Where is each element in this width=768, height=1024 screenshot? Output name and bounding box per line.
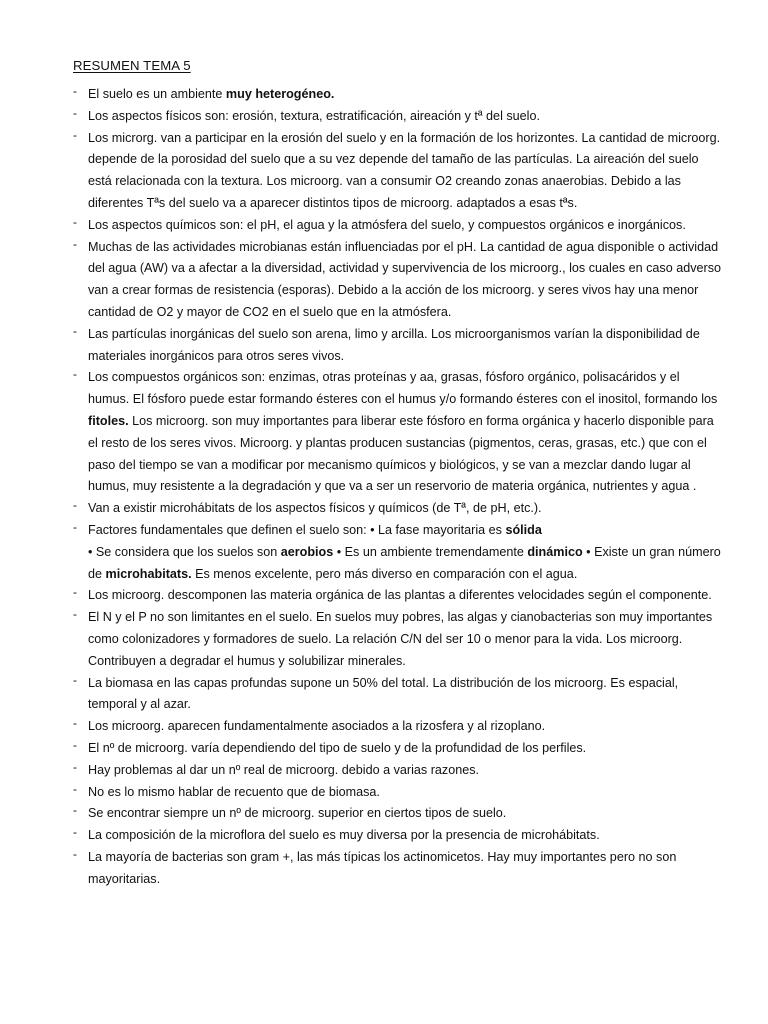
bold-text: aerobios	[280, 544, 334, 559]
dash-bullet: -	[73, 716, 77, 731]
body-text: • Es un ambiente tremendamente	[333, 544, 528, 559]
dash-bullet: -	[73, 846, 77, 861]
list-item	[73, 738, 723, 760]
bold-text: sólida	[505, 522, 542, 537]
dash-bullet: -	[73, 84, 77, 98]
body-text: El suelo es un ambiente	[88, 87, 226, 101]
dash-bullet: -	[73, 519, 77, 534]
list-item	[73, 237, 723, 324]
dash-bullet: -	[73, 759, 77, 774]
body-text: • Existe un gran número de	[88, 544, 721, 581]
list-item	[73, 106, 723, 128]
list-item	[73, 367, 723, 498]
body-text: Los aspectos físicos son: erosión, textura, estratificación, aireación y tª del suelo.	[88, 108, 540, 123]
body-text: No es lo mismo hablar de recuento que de biomasa.	[88, 784, 380, 799]
dash-bullet: -	[73, 236, 77, 251]
list-item	[73, 128, 723, 215]
dash-bullet: -	[73, 607, 77, 622]
dash-bullet: -	[73, 127, 77, 142]
body-text: Los microorg. son muy importantes para liberar este fósforo en forma orgánica y hacerlo disponible para el resto de los seres vivos. Microorg. y plantas producen sustancias (pigmentos, ceras, grasas, etc.) que con el paso del tiempo se van a modificar por mecanismo químicos y biológicos, y se van a mezclar dando lugar al humus, muy resistente a la degradación y que va a ser un reservorio de materia orgánica, nutrientes y agua .	[88, 413, 714, 494]
body-text: La mayoría de bacterias son gram +, las más típicas los actinomicetos. Hay muy importantes pero no son mayoritarias.	[88, 849, 677, 886]
list-item	[73, 782, 723, 804]
body-text: Los microrg. van a participar en la erosión del suelo y en la formación de los horizontes. La cantidad de microorg. depende de la porosidad del suelo que a su vez depende del tamaño de las partículas. La aireación del suelo está relacionada con la textura. Los microorg. van a consumir O2 creando zonas anaerobias. Debido a las diferentes Tªs del suelo va a aparecer distintos tipos de microorg. adaptados a esas tªs.	[88, 130, 721, 210]
list-item	[73, 803, 723, 825]
body-text: Las partículas inorgánicas del suelo son arena, limo y arcilla. Los microorganismos varían la disponibilidad de materiales inorgánicos para otros seres vivos.	[88, 326, 700, 363]
dash-bullet: -	[73, 323, 77, 338]
bold-text: muy heterogéneo.	[225, 87, 335, 101]
dash-bullet: -	[73, 825, 77, 840]
list-item	[73, 825, 723, 847]
body-text: Los compuestos orgánicos son: enzimas, otras proteínas y aa, grasas, fósforo orgánico, polisacáridos y el humus. El fósforo puede estar formando ésteres con el humus y/o formando ésteres con el inositol, formando los	[88, 370, 718, 407]
dash-bullet: -	[73, 803, 77, 818]
body-text: Los microorg. descomponen las materia orgánica de las plantas a diferentes velocidades según el componente.	[88, 588, 712, 603]
body-text: Es menos excelente, pero más diverso en comparación con el agua.	[191, 566, 578, 581]
list-item	[73, 585, 723, 607]
dash-bullet: -	[73, 214, 77, 229]
list-item	[73, 760, 723, 782]
body-text: El nº de microorg. varía dependiendo del tipo de suelo y de la profundidad de los perfiles.	[88, 740, 587, 755]
dash-bullet: -	[73, 781, 77, 796]
body-text: La biomasa en las capas profundas supone un 50% del total. La distribución de los microorg. Es espacial, temporal y al azar.	[88, 675, 679, 712]
list-item	[73, 716, 723, 738]
dash-bullet: -	[73, 737, 77, 752]
list-item	[73, 324, 723, 368]
body-text: Factores fundamentales que definen el suelo son: • La fase mayoritaria es	[88, 522, 506, 537]
dash-bullet: -	[73, 367, 77, 382]
body-text: Hay problemas al dar un nº real de microorg. debido a varias razones.	[88, 762, 480, 777]
bold-text: microhabitats.	[105, 566, 192, 581]
dash-bullet: -	[73, 498, 77, 513]
list-item	[73, 673, 723, 717]
list-item	[73, 520, 723, 585]
body-text: Van a existir microhábitats de los aspectos físicos y químicos (de Tª, de pH, etc.).	[88, 501, 542, 516]
list-item	[73, 498, 723, 520]
list-item	[73, 215, 723, 237]
body-text: Se encontrar siempre un nº de microorg. superior en ciertos tipos de suelo.	[88, 806, 507, 821]
body-text: Los microorg. aparecen fundamentalmente asociados a la rizosfera y al rizoplano.	[88, 719, 546, 734]
body-text: • Se considera que los suelos son	[88, 544, 281, 559]
list-item	[73, 847, 723, 891]
bold-text: dinámico	[527, 544, 583, 559]
bold-text: fitoles.	[88, 413, 129, 428]
body-text: Los aspectos químicos son: el pH, el agua y la atmósfera del suelo, y compuestos orgánicos e inorgánicos.	[88, 217, 686, 232]
body-text: El N y el P no son limitantes en el suelo. En suelos muy pobres, las algas y cianobacterias son muy importantes como colonizadores y formadores de suelo. La relación C/N del ser 10 o menor para la vida. Los microorg. Contribuyen a degradar el humus y solubilizar minerales.	[88, 610, 713, 668]
dash-bullet: -	[73, 672, 77, 687]
dash-bullet: -	[73, 585, 77, 600]
dash-bullet: -	[73, 105, 77, 120]
body-text: Muchas de las actividades microbianas están influenciadas por el pH. La cantidad de agua disponible o actividad del agua (AW) va a afectar a la diversidad, actividad y supervivencia de los microorg., los cuales en caso adverso van a crear formas de resistencia (esporas). Debido a la acción de los microorg. y seres vivos hay una menor cantidad de O2 y mayor de CO2 en el suelo que en la atmósfera.	[88, 239, 722, 319]
list-item	[73, 607, 723, 672]
list-item	[73, 84, 723, 106]
bullet-list	[73, 84, 723, 890]
document-title: RESUMEN TEMA 5	[73, 58, 191, 73]
body-text: La composición de la microflora del suelo es muy diversa por la presencia de microhábitats.	[88, 828, 600, 843]
